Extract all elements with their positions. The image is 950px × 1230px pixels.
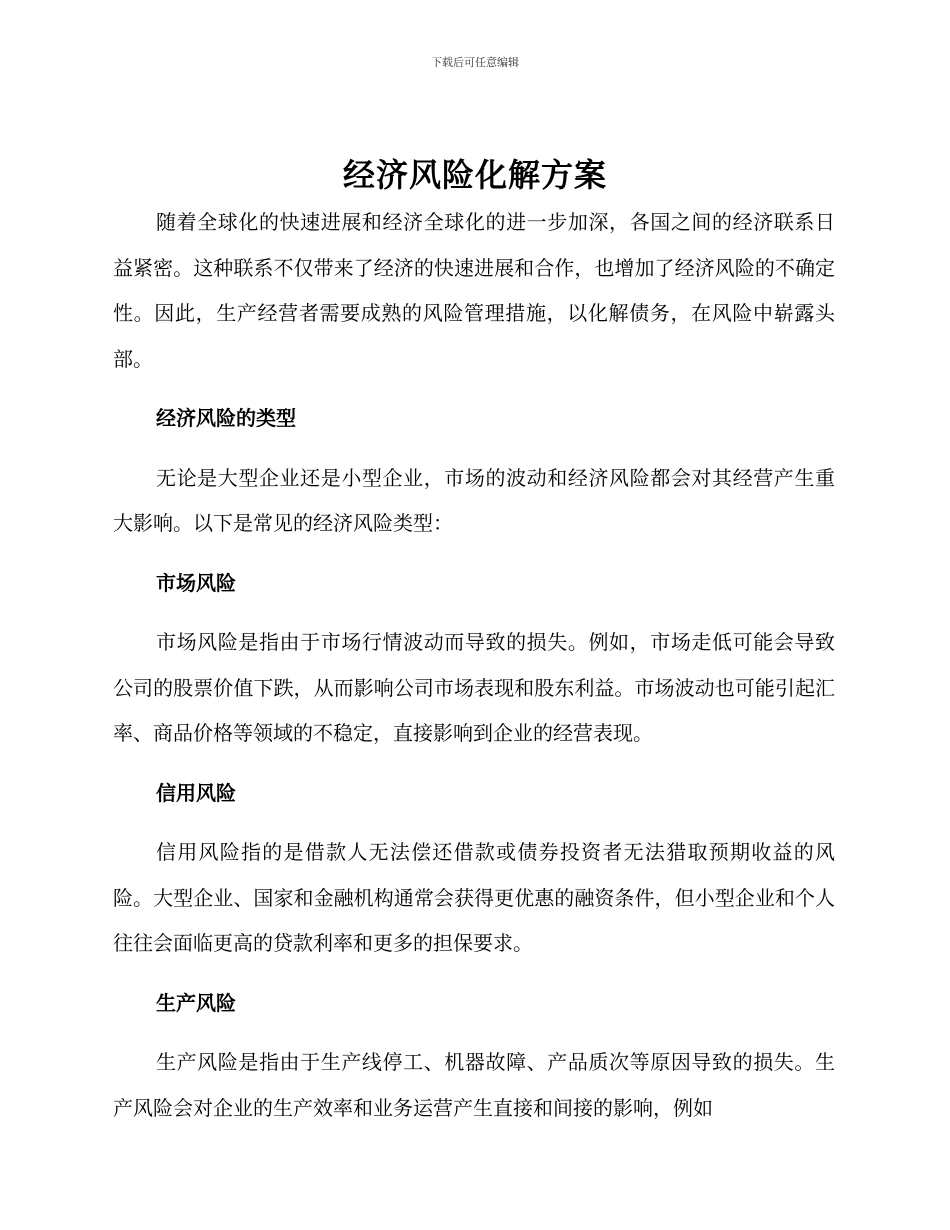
section-heading-credit-risk: 信用风险 xyxy=(156,780,236,805)
section-heading-risk-types: 经济风险的类型 xyxy=(156,406,296,430)
section-heading-market-risk: 市场风险 xyxy=(156,570,236,595)
page-title: 经济风险化解方案 xyxy=(342,156,607,194)
header-note: 下载后可任意编辑 xyxy=(431,56,519,69)
section-body-credit-risk: 信用风险指的是借款人无法偿还借款或债券投资者无法猎取预期收益的风险。大型企业、国家和金融机构通常会获得更优惠的融资条件，但小型企业和个人往往会面临更高的贷款利率和更多的担保要求。 xyxy=(113,840,835,955)
document-body xyxy=(113,200,835,1131)
section-heading-production-risk: 生产风险 xyxy=(156,990,236,1015)
section-body-market-risk: 市场风险是指由于市场行情波动而导致的损失。例如，市场走低可能会导致公司的股票价值下跌，从而影响公司市场表现和股东利益。市场波动也可能引起汇率、商品价格等领域的不稳定，直接影响到企业的经营表现。 xyxy=(113,630,835,745)
section-body-risk-types: 无论是大型企业还是小型企业，市场的波动和经济风险都会对其经营产生重大影响。以下是常见的经济风险类型： xyxy=(113,465,835,535)
intro-paragraph: 随着全球化的快速进展和经济全球化的进一步加深，各国之间的经济联系日益紧密。这种联系不仅带来了经济的快速进展和合作，也增加了经济风险的不确定性。因此，生产经营者需要成熟的风险管理措施，以化解债务，在风险中崭露头部。 xyxy=(113,210,835,371)
section-body-production-risk: 生产风险是指由于生产线停工、机器故障、产品质次等原因导致的损失。生产风险会对企业的生产效率和业务运营产生直接和间接的影响，例如 xyxy=(113,1050,835,1120)
